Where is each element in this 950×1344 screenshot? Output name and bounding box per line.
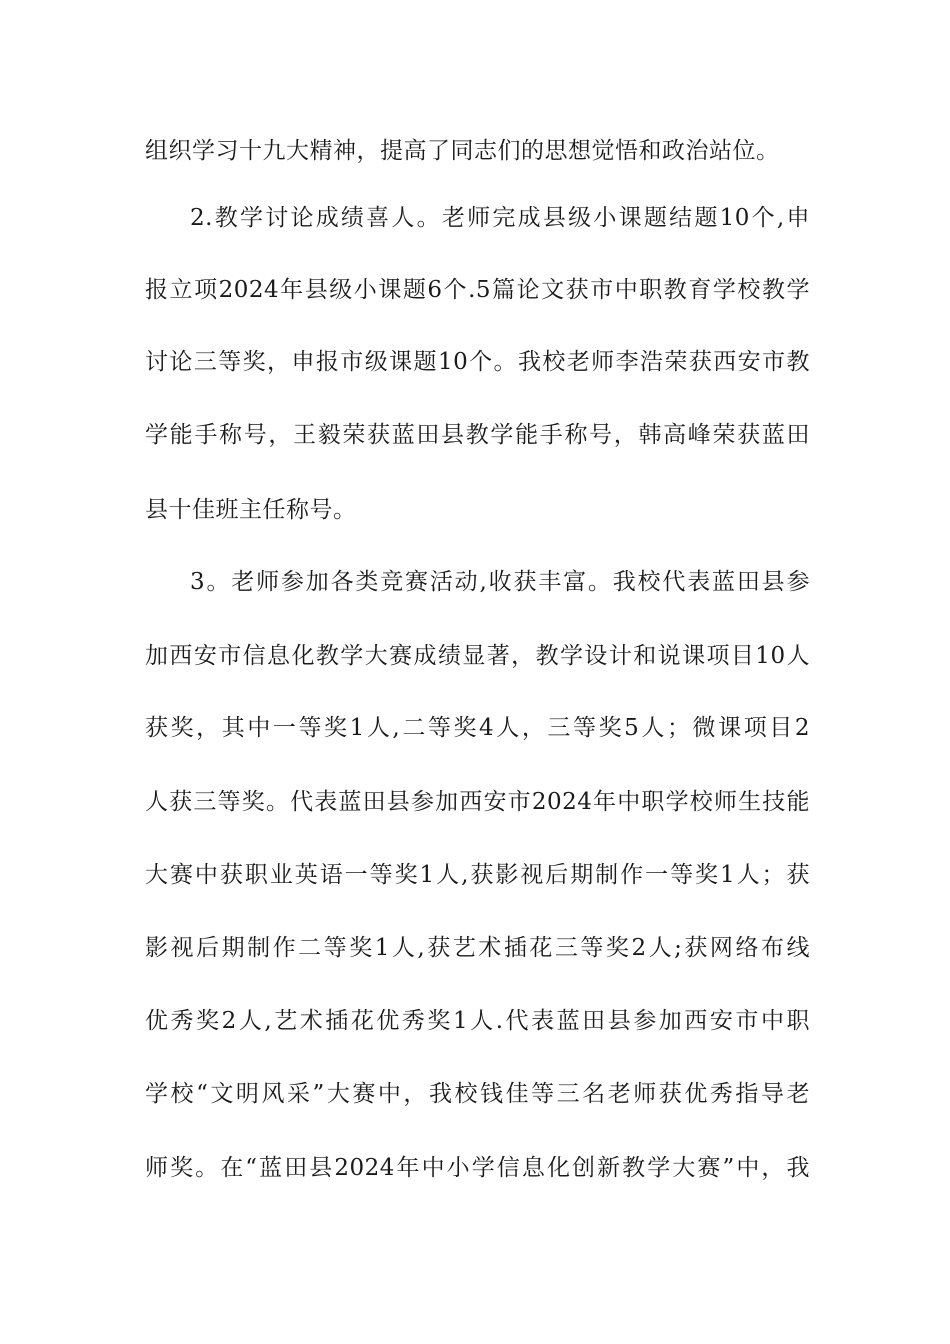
paragraph-line: 报立项2024年县级小课题6个.5篇论文获市中职教育学校教学 bbox=[145, 277, 810, 303]
paragraph-line: 组织学习十九大精神，提高了同志们的思想觉悟和政治站位。 bbox=[145, 138, 780, 164]
paragraph-line: 获奖，其中一等奖1人,二等奖4人，三等奖5人；微课项目2 bbox=[145, 715, 810, 741]
paragraph-line: 优秀奖2人,艺术插花优秀奖1人.代表蓝田县参加西安市中职 bbox=[145, 1008, 810, 1034]
paragraph-line: 加西安市信息化教学大赛成绩显著，教学设计和说课项目10人 bbox=[145, 643, 810, 669]
paragraph-line: 讨论三等奖，申报市级课题10个。我校老师李浩荣获西安市教 bbox=[145, 349, 810, 375]
paragraph-line: 学能手称号，王毅荣获蓝田县教学能手称号，韩高峰荣获蓝田 bbox=[145, 422, 810, 448]
paragraph-line: 人获三等奖。代表蓝田县参加西安市2024年中职学校师生技能 bbox=[145, 789, 810, 815]
paragraph-line: 县十佳班主任称号。 bbox=[145, 497, 357, 523]
paragraph-line: 3。老师参加各类竞赛活动,收获丰富。我校代表蓝田县参 bbox=[190, 569, 810, 595]
paragraph-line: 2.教学讨论成绩喜人。老师完成县级小课题结题10个,申 bbox=[190, 205, 810, 231]
paragraph-line: 影视后期制作二等奖1人,获艺术插花三等奖2人;获网络布线 bbox=[145, 935, 810, 961]
paragraph-line: 大赛中获职业英语一等奖1人,获影视后期制作一等奖1人；获 bbox=[145, 862, 810, 888]
paragraph-line: 学校“文明风采”大赛中，我校钱佳等三名老师获优秀指导老 bbox=[145, 1081, 810, 1107]
paragraph-line: 师奖。在“蓝田县2024年中小学信息化创新教学大赛”中，我 bbox=[145, 1155, 810, 1181]
